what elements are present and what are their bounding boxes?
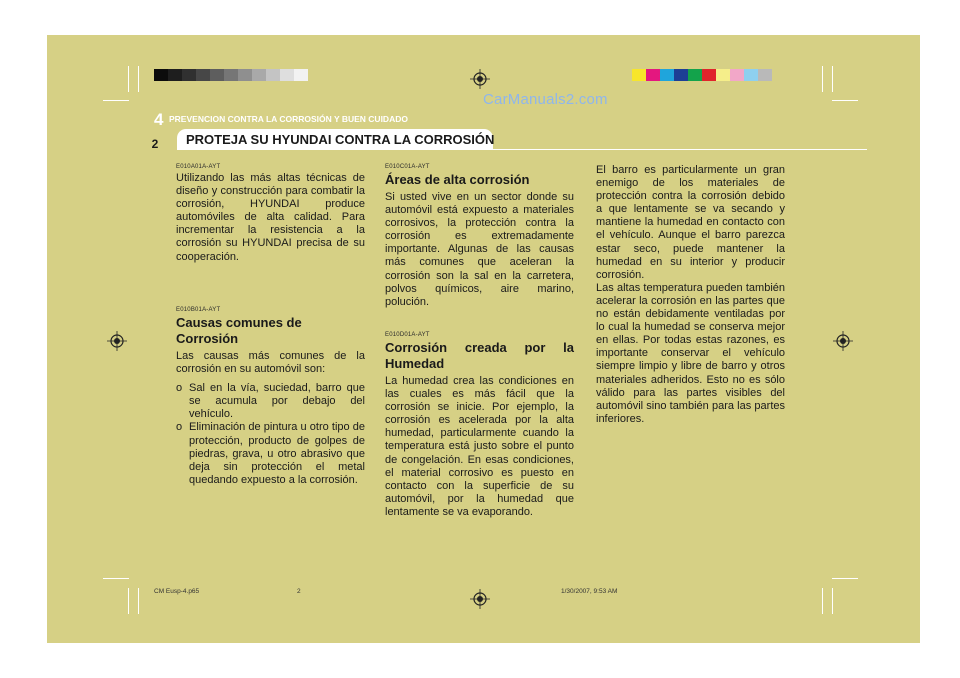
crop-mark xyxy=(832,588,833,614)
header-divider xyxy=(177,149,867,150)
humidity-paragraph: La humedad crea las condiciones en las cuales es más fácil que la corrosión se inicie. Por ejemplo, la corrosión es acelerada por la alta humedad, particularmente cuando la temperatura está justo sobre el punto de congelación. En esas condiciones, el material corrosivo es puesto en contacto con la superficie de su automóvil, por la humedad que lentamente se va evaporando. xyxy=(385,375,574,518)
list-item: o Sal en la vía, suciedad, barro que se acumula por debajo del vehículo. xyxy=(176,382,365,421)
section-header-title: PROTEJA SU HYUNDAI CONTRA LA CORROSIÓN xyxy=(186,132,495,147)
footer-timestamp: 1/30/2007, 9:53 AM xyxy=(561,588,618,595)
column-right xyxy=(596,164,785,426)
column-left-causes xyxy=(176,307,365,487)
registration-mark-icon xyxy=(107,331,127,351)
temperature-paragraph: Las altas temperatura pueden también acelerar la corrosión en las partes que no están debidamente ventiladas por lo cual la humedad se conserva mejor en ellas. Por todas estas razones, es importante conservar el vehículo siempre limpio y libre de barro y otros materiales adheridos. Esto no es sólo válido para las partes visibles del automóvil sino también para las partes inferiores. xyxy=(596,281,785,425)
registration-mark-icon xyxy=(833,331,853,351)
section-heading: Corrosión creada por la Humedad xyxy=(385,340,574,371)
causes-paragraph: Las causas más comunes de la corrosión en su automóvil son: xyxy=(176,350,365,376)
crop-mark xyxy=(822,588,823,614)
section-heading: Causas comunes de Corrosión xyxy=(176,315,302,346)
section-code: E010B01A-AYT xyxy=(176,307,221,313)
crop-mark xyxy=(103,100,129,101)
crop-mark xyxy=(128,66,129,92)
registration-mark-icon xyxy=(470,69,490,89)
section-heading: Áreas de alta corrosión xyxy=(385,172,530,187)
chapter-title: PREVENCION CONTRA LA CORROSIÓN Y BUEN CUIDADO xyxy=(169,114,408,124)
crop-mark xyxy=(138,588,139,614)
section-code: E010D01A-AYT xyxy=(385,332,430,338)
watermark: CarManuals2.com xyxy=(483,91,608,108)
crop-mark xyxy=(128,588,129,614)
list-item: o Eliminación de pintura u otro tipo de protección, producto de golpes de piedras, grava, u otro abrasivo que deja sin protección el metal quedando expuesto a la corrosión. xyxy=(176,421,365,486)
footer-filename: CM Eusp-4.p65 xyxy=(154,588,200,595)
causes-list xyxy=(176,382,365,487)
bullet-marker: o xyxy=(176,421,183,434)
column-left xyxy=(176,164,365,264)
crop-mark xyxy=(832,100,858,101)
column-middle-humidity xyxy=(385,332,574,519)
crop-mark xyxy=(832,66,833,92)
registration-mark-icon xyxy=(470,589,490,609)
intro-paragraph: Utilizando las más altas técnicas de diseño y construcción para combatir la corrosión, HYUNDAI produce automóviles de alta calidad. Para incrementar la resistencia a la corrosión su HYUNDAI precisa de su cooperación. xyxy=(176,172,365,263)
bullet-marker: o xyxy=(176,382,183,395)
grayscale-calibration-strip xyxy=(154,69,308,81)
crop-mark xyxy=(138,66,139,92)
page-number: 2 xyxy=(151,137,159,151)
color-calibration-strip xyxy=(632,69,772,81)
crop-mark xyxy=(822,66,823,92)
section-code: E010C01A-AYT xyxy=(385,164,430,170)
crop-mark xyxy=(103,578,129,579)
mud-paragraph: El barro es particularmente un gran enemigo de los materiales de protección contra la corrosión debido a que lentamente se va secando y mantiene la humedad en contacto con el vehículo. Aunque el barro parezca estar seco, puede mantener la humedad en su interior y producir corrosión. xyxy=(596,164,785,281)
crop-mark xyxy=(832,578,858,579)
section-code: E010A01A-AYT xyxy=(176,164,221,170)
high-areas-paragraph: Si usted vive en un sector donde su automóvil está expuesto a materiales corrosivos, la protección contra la corrosión es extremadamente importante. Algunas de las causas más comunes que aceleran la corrosión son la sal en la carretera, polvos químicos, aire marino, polución. xyxy=(385,191,574,308)
column-middle xyxy=(385,164,574,309)
footer-page: 2 xyxy=(297,588,301,595)
chapter-number: 4 xyxy=(154,110,164,129)
